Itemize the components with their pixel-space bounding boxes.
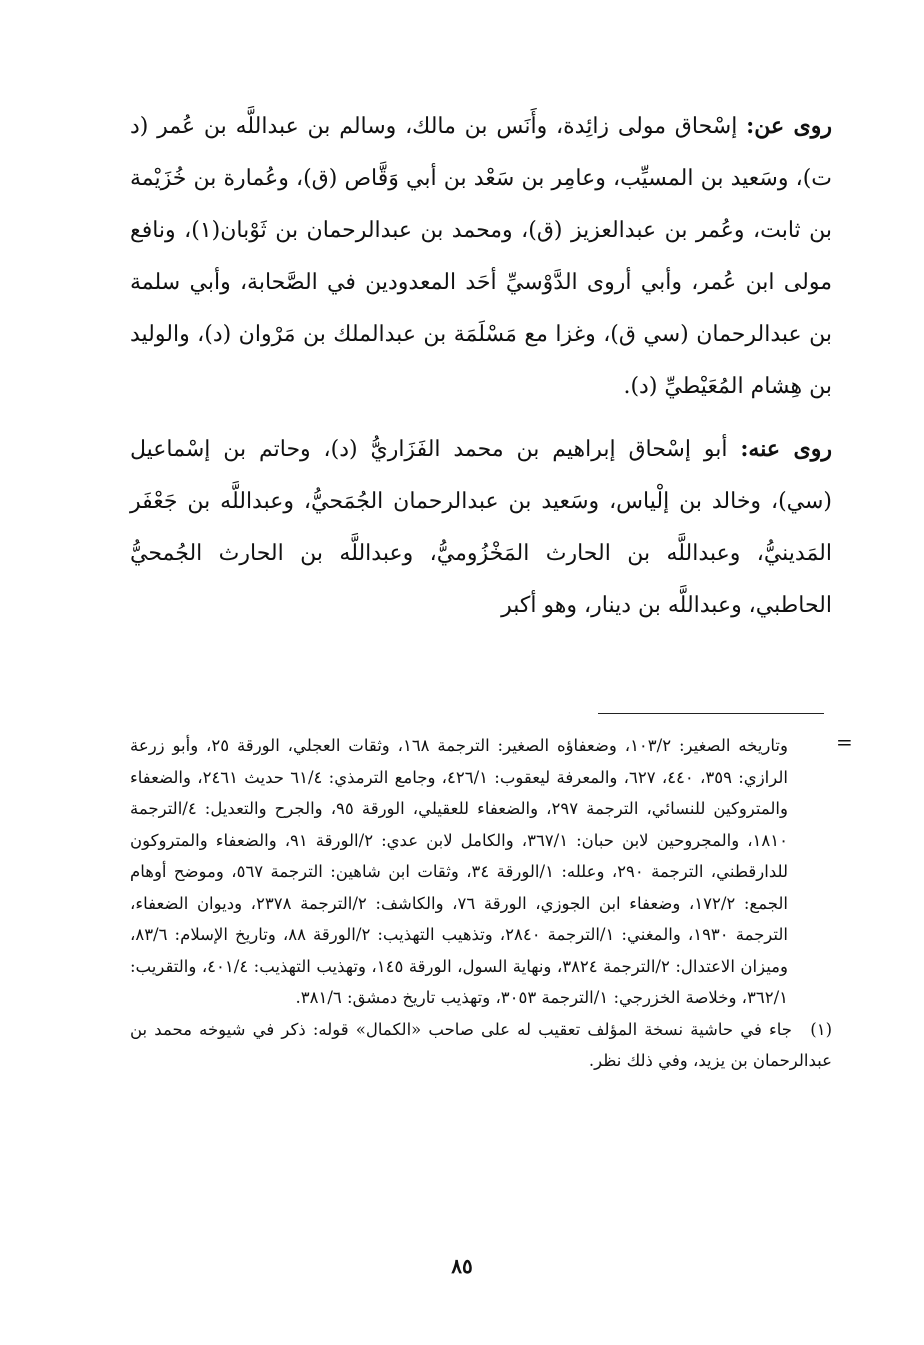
paragraph-narrated-by — [130, 423, 832, 632]
heading-narrated-by: روى عنه: — [740, 436, 832, 462]
footnote-separator — [598, 713, 824, 714]
footnotes — [130, 730, 832, 1077]
paragraph-narrated-from — [130, 100, 832, 413]
paragraph-narrated-by-text: أبو إسْحاق إبراهيم بن محمد الفَزَاريُّ (د)، وحاتم بن إسْماعيل (سي)، وخالد بن إلْياس، وسَعيد بن عبدالرحمان الجُمَحيُّ، وعبداللَّه بن جَعْفَر المَدينيُّ، وعبداللَّه بن الحارث المَخْزُوميُّ، وعبداللَّه بن الحارث الجُمحيُّ الحاطبي، وعبداللَّه بن دينار، وهو أكبر — [130, 437, 832, 618]
page-number: ٨٥ — [451, 1254, 473, 1278]
footnote-1-number: (١) — [810, 1019, 832, 1039]
footnote-1 — [130, 1014, 832, 1077]
footnote-continuation-mark: = — [836, 730, 853, 754]
footnote-continued: وتاريخه الصغير: ١٠٣/٢، وضعفاؤه الصغير: الترجمة ١٦٨، وثقات العجلي، الورقة ٢٥، وأبو زرعة الرازي: ٣٥٩، ٤٤٠، ٦٢٧، والمعرفة ليعقوب: ٤٢٦/١، وجامع الترمذي: ٦١/٤ حديث ٢٤٦١، والضعفاء والمتروكين للنسائي، الترجمة ٢٩٧، والضعفاء للعقيلي، الورقة ٩٥، والجرح والتعديل: ٤/الترجمة ١٨١٠، والمجروحين لابن حبان: ٣٦٧/١، والكامل لابن عدي: ٢/الورقة ٩١، والضعفاء والمتروكون للدارقطني، الترجمة ٢٩٠، وعلله: ١/الورقة ٣٤، وثقات ابن شاهين: الترجمة ٥٦٧، وموضح أوهام الجمع: ١٧٢/٢، وضعفاء ابن الجوزي، الورقة ٧٦، والكاشف: ٢/الترجمة ٢٣٧٨، وديوان الضعفاء، الترجمة ١٩٣٠، والمغني: ١/الترجمة ٢٨٤٠، وتذهيب التهذيب: ٢/الورقة ٨٨، وتاريخ الإسلام: ٨٣/٦، وميزان الاعتدال: ٢/الترجمة ٣٨٢٤، ونهاية السول، الورقة ١٤٥، وتهذيب التهذيب: ٤٠١/٤، والتقريب: ٣٦٢/١، وخلاصة الخزرجي: ١/الترجمة ٣٠٥٣، وتهذيب تاريخ دمشق: ٣٨١/٦. — [130, 736, 788, 1007]
paragraph-narrated-from-text: إسْحاق مولى زائِدة، وأَنَس بن مالك، وسالم بن عبداللَّه بن عُمر (د ت)، وسَعيد بن المسيِّب، وعامِر بن سَعْد بن أبي وَقَّاص (ق)، وعُمارة بن خُزَيْمة بن ثابت، وعُمر بن عبدالعزيز (ق)، ومحمد بن عبدالرحمان بن ثَوْبان(١)، ونافع مولى ابن عُمر، وأبي أروى الدَّوْسيِّ أحَد المعدودين في الصَّحابة، وأبي سلمة بن عبدالرحمان (سي ق)، وغزا مع مَسْلَمَة بن عبدالملك بن مَرْوان (د)، والوليد بن هِشام المُعَيْطيِّ (د). — [130, 114, 832, 399]
footnote-1-text: جاء في حاشية نسخة المؤلف تعقيب له على صاحب «الكمال» قوله: ذكر في شيوخه محمد بن عبدالرحمان بن يزيد، وفي ذلك نظر. — [130, 1019, 832, 1070]
main-text — [130, 100, 832, 632]
heading-narrated-from: روى عن: — [746, 113, 832, 139]
